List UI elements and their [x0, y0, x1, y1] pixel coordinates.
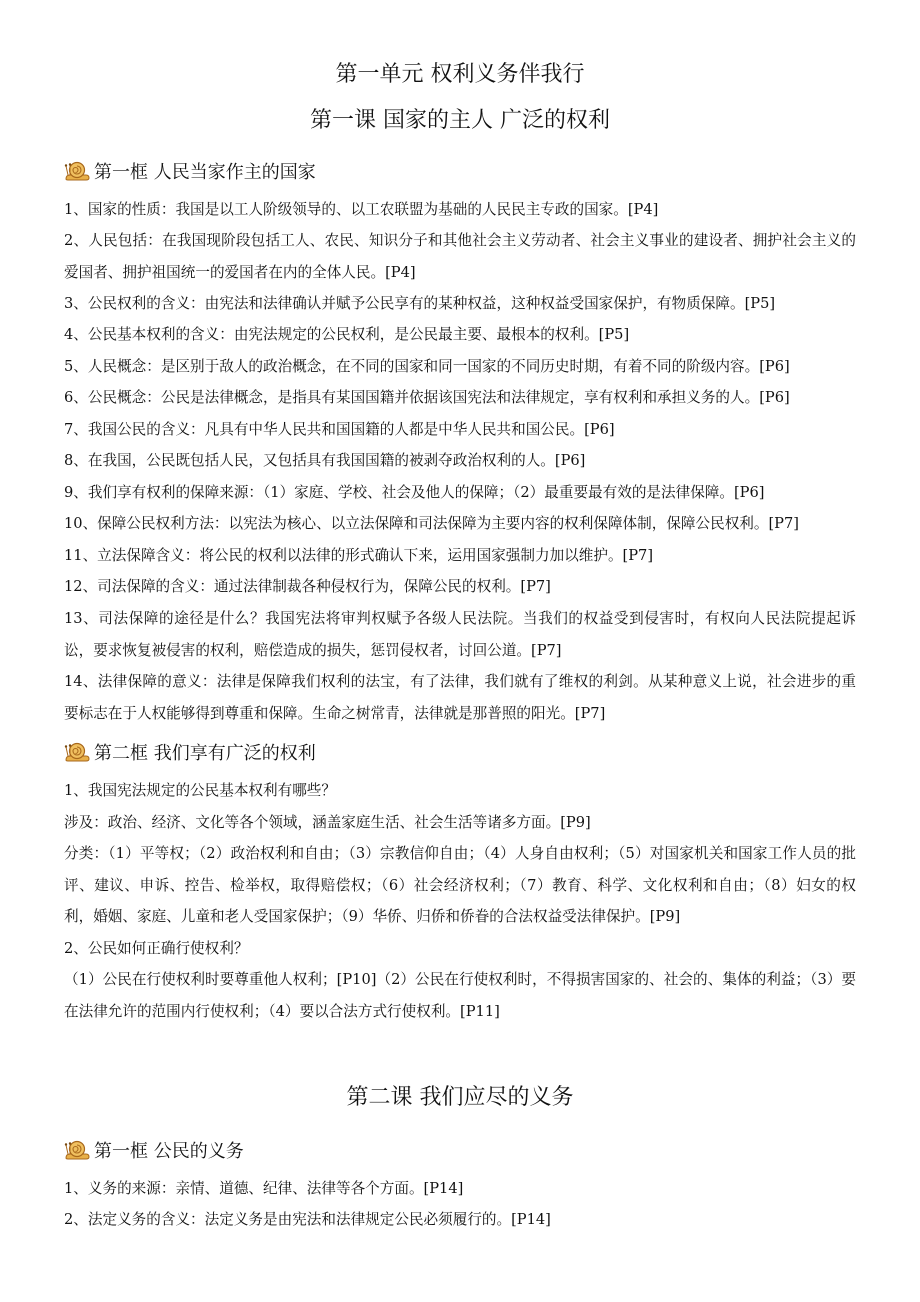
list-item: 9、我们享有权利的保障来源：（1）家庭、学校、社会及他人的保障；（2）最重要最有效的是法律保障。[P6]	[64, 484, 765, 501]
list-item: 13、司法保障的途径是什么？我国宪法将审判权赋予各级人民法院。当我们的权益受到侵害时，有权向人民法院提起诉讼，要求恢复被侵害的权利，赔偿造成的损失，惩罚侵权者，讨回公道。[P7]	[64, 610, 856, 659]
list-item: 2、法定义务的含义：法定义务是由宪法和法律规定公民必须履行的。[P14]	[64, 1211, 551, 1228]
section-heading-text: 第一框 人民当家作主的国家	[94, 162, 316, 183]
list-item: 14、法律保障的意义：法律是保障我们权利的法宝，有了法律，我们就有了维权的利剑。从某种意义上说，社会进步的重要标志在于人权能够得到尊重和保障。生命之树常青，法律就是那普照的阳光。[P7]	[64, 673, 856, 722]
section-heading-text: 第二框 我们享有广泛的权利	[94, 743, 316, 764]
list-item: 涉及：政治、经济、文化等各个领域，涵盖家庭生活、社会生活等诸多方面。[P9]	[64, 814, 591, 831]
list-item: 12、司法保障的含义：通过法律制裁各种侵权行为，保障公民的权利。[P7]	[64, 578, 551, 595]
list-item: 11、立法保障含义：将公民的权利以法律的形式确认下来，运用国家强制力加以维护。[P7]	[64, 547, 654, 564]
list-item: 5、人民概念：是区别于敌人的政治概念，在不同的国家和同一国家的不同历史时期，有着不同的阶级内容。[P6]	[64, 358, 790, 375]
list-item: 2、人民包括：在我国现阶段包括工人、农民、知识分子和其他社会主义劳动者、社会主义事业的建设者、拥护社会主义的爱国者、拥护祖国统一的爱国者在内的全体人民。[P4]	[64, 232, 856, 281]
list-item: 分类：（1）平等权；（2）政治权利和自由；（3）宗教信仰自由；（4）人身自由权利；（5）对国家机关和国家工作人员的批评、建议、申诉、控告、检举权，取得赔偿权；（6）社会经济权利；（7）教育、科学、文化权利和自由；（8）妇女的权利，婚姻、家庭、儿童和老人受国家保护；（9）华侨、归侨和侨眷的合法权益受法律保护。[P9]	[64, 845, 856, 925]
snail-icon	[64, 741, 90, 763]
section-heading-text: 第一框 公民的义务	[94, 1141, 244, 1162]
list-item: 10、保障公民权利方法：以宪法为核心、以立法保障和司法保障为主要内容的权利保障体制，保障公民权利。[P7]	[64, 515, 799, 532]
lesson2-title: 第二课 我们应尽的义务	[346, 1085, 574, 1110]
lesson1-title: 第一课 国家的主人 广泛的权利	[310, 108, 610, 133]
list-item: 2、公民如何正确行使权利？	[64, 940, 249, 957]
lesson1-section2-heading	[64, 739, 316, 765]
list-item: 8、在我国，公民既包括人民，又包括具有我国国籍的被剥夺政治权利的人。[P6]	[64, 452, 586, 469]
list-item: 1、义务的来源：亲情、道德、纪律、法律等各个方面。[P14]	[64, 1180, 464, 1197]
unit-title: 第一单元 权利义务伴我行	[335, 62, 585, 87]
lesson2-section1-heading	[64, 1137, 244, 1163]
list-item: 1、我国宪法规定的公民基本权利有哪些？	[64, 782, 336, 799]
list-item: 3、公民权利的含义：由宪法和法律确认并赋予公民享有的某种权益，这种权益受国家保护，有物质保障。[P5]	[64, 295, 776, 312]
list-item: （1）公民在行使权利时要尊重他人权利；[P10]（2）公民在行使权利时，不得损害国家的、社会的、集体的利益；（3）要在法律允许的范围内行使权利；（4）要以合法方式行使权利。[P11]	[64, 971, 856, 1020]
list-item: 4、公民基本权利的含义：由宪法规定的公民权利，是公民最主要、最根本的权利。[P5]	[64, 326, 630, 343]
list-item: 6、公民概念：公民是法律概念，是指具有某国国籍并依据该国宪法和法律规定，享有权利和承担义务的人。[P6]	[64, 389, 790, 406]
list-item: 7、我国公民的含义：凡具有中华人民共和国国籍的人都是中华人民共和国公民。[P6]	[64, 421, 615, 438]
lesson1-section1-heading	[64, 158, 316, 184]
snail-icon	[64, 1139, 90, 1161]
snail-icon	[64, 160, 90, 182]
list-item: 1、国家的性质：我国是以工人阶级领导的、以工农联盟为基础的人民民主专政的国家。[P4]	[64, 201, 659, 218]
